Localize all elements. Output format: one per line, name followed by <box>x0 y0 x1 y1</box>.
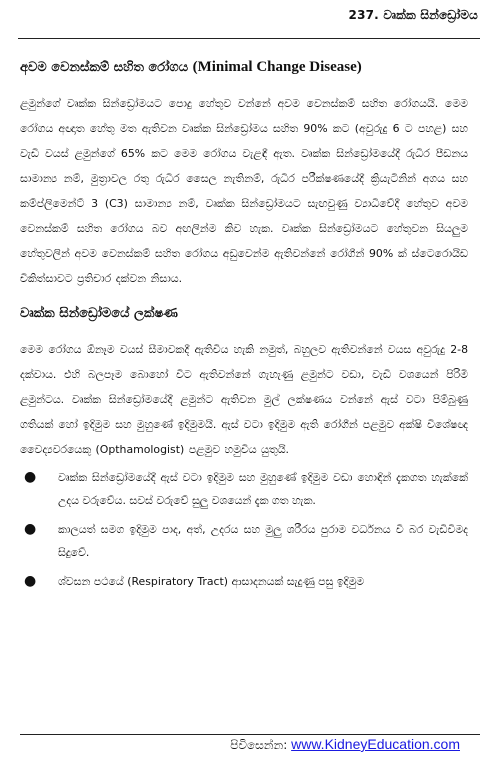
list-item-text: ශ්වසන පථයේ (Respiratory Tract) ආසාදනයක් සැදුණු පසු ඉදිමුම <box>58 575 365 588</box>
list-item-text: කාලයත් සමග ඉදිමුම පාද, අත්, උදරය සහ මුලු ශරීරය පුරාම වර්ධනය වී බර වැඩිවීමද සිදුවේ. <box>58 523 468 559</box>
footer <box>230 736 460 753</box>
section2-heading: වෘක්ක සින්ඩ්‍රෝමයේ ලක්ෂණ <box>20 306 178 321</box>
list-item-text: වෘක්ක සින්ඩ්‍රෝමයේදී ඇස් වටා ඉදිමුම සහ මුහුණේ ඉදිමුම වඩා හොඳින් දැකගත හැක්කේ උදය වරුවේය. සවස් වරුවේ සුලු වශයෙන් දැක ගත හැක. <box>58 471 468 507</box>
header-divider <box>18 38 480 39</box>
section1-heading <box>20 58 468 77</box>
list-item <box>20 570 468 593</box>
bullet-icon: ● <box>24 469 37 485</box>
footer-divider <box>20 734 480 735</box>
page-content <box>20 58 468 599</box>
section1-heading-si: අවම වෙනස්කම් සහිත රෝගය <box>20 60 189 75</box>
page-header: 237. වෘක්ක සින්ඩ්‍රෝමය <box>348 8 478 22</box>
section1-paragraph: ළමුන්ගේ වෘක්ක සින්ඩ්‍රෝමයට පොදු හේතුව වන්නේ අවම වෙනස්කම් සහිත රෝගයයි. මෙම රෝගය අඥාත හේතු මත ඇතිවන වෘක්ක සින්ඩ්‍රෝමය සහිත 90% කට (අවුරුදු 6 ට පහළ) සහ වැඩි වයස් ළමුන්ගේ 65% කට මෙම රෝගය වැළඳී ඇත. වෘක්ක සින්ඩ්‍රෝමයේදී රුධිර පීඩනය සාමාන්‍ය නම්, මුත්‍රාවල රතු රුධිර සෛල නැතිනම්, රුධිර පරීක්ෂණයේදී ක්‍රියැටිනින් අගය සහ කම්ප්ලිමෙන්ට් 3 (C3) සාමාන්‍ය නම්, වෘක්ක සින්ඩ්‍රෝමයට සැඟවුණු ව්‍යාධිවේදී හේතුව අවම වෙනස්කම් සහිත රෝගය බව අඟලින්ම කිව හැක. වෘක්ක සින්ඩ්‍රෝමයට හේතුවන සියලුම හේතුවලින් අවම වෙනස්කම් සහිත රෝගය අඩුවෙන්ම ඇතිවන්නේ රෝගීන් 90% ක් ස්ටෙරොයිඩ චිකිත්සාවට ප්‍රතිචාර දක්වන නිසාය. <box>20 97 468 285</box>
section1-heading-en: (Minimal Change Disease) <box>192 59 362 75</box>
list-item <box>20 518 468 564</box>
website-link[interactable]: www.KidneyEducation.com <box>291 736 460 752</box>
footer-label: පිවිසෙන්න: <box>230 738 288 752</box>
bullet-icon: ● <box>24 521 37 537</box>
bullet-icon: ● <box>24 573 37 589</box>
list-item <box>20 466 468 512</box>
symptom-list <box>20 466 468 593</box>
section2-paragraph: මෙම රෝගය ඕනෑම වයස් සීමාවකදී ඇතිවිය හැකි නමුත්, බහුලව ඇතිවන්නේ වයස අවුරුදු 2-8 දක්වාය. එහි බලපෑම බොහෝ විට ඇතිවන්නේ ගැහැණු ළමුන්ට වඩා, වැඩි වශයෙන් පිරිමි ළමුන්ටය. වෘක්ක සින්ඩ්‍රෝමයේදී ළමුන්ට ඇතිවන මුල් ලක්ෂණය වන්නේ ඇස් වටා පිම්බුණු ගතියක් හෝ ඉදිමුම සහ මුහුණේ ඉදිමුමයි. ඇස් වටා ඉදිමුම ඇති රෝගීන් පළමුව අක්ෂි විශේෂඥ වෛද්‍යවරයෙකු (Opthamologist) පළමුව හමුවිය යුතුයි. <box>20 343 468 456</box>
